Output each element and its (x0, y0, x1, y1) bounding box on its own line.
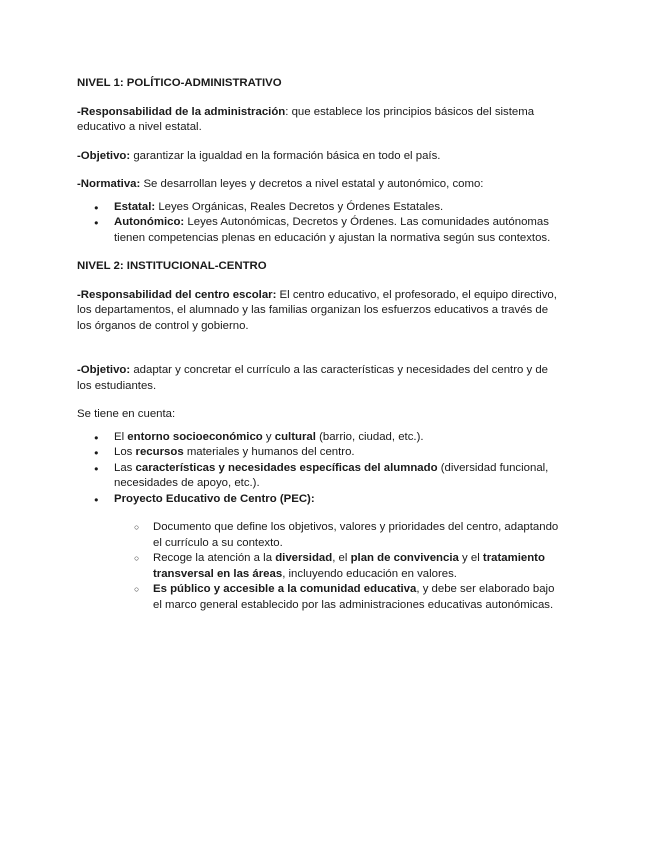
document-body (77, 76, 577, 613)
list-item-recursos: ● Los recursos materiales y humanos del centro. (77, 445, 577, 461)
list-item-caracteristicas: ● Las características y necesidades específicas del alumnado (diversidad funcional, (77, 461, 577, 477)
section-heading-nivel-2: NIVEL 2: INSTITUCIONAL-CENTRO (77, 260, 267, 272)
paragraph-responsabilidad-centro: -Responsabilidad del centro escolar: El centro educativo, el profesorado, el equipo directivo, los departamentos, el alumnado y las familias organizan los esfuerzos educativos a través de los órganos de control y gobierno. (77, 288, 557, 332)
list-item-autonomico: ● Autonómico: Leyes Autonómicas, Decretos y Órdenes. Las comunidades autónomas (77, 215, 577, 231)
paragraph-responsabilidad-administracion: -Responsabilidad de la administración: que establece los principios básicos del sistema educativo a nivel estatal. (77, 105, 535, 133)
section-heading-nivel-1: NIVEL 1: POLÍTICO-ADMINISTRATIVO (77, 77, 282, 89)
sublist-item-publico: ○ Es público y accesible a la comunidad educativa, y debe ser elaborado bajo (77, 582, 577, 598)
normativa-list: ● Estatal: Leyes Orgánicas, Reales Decretos y Órdenes Estatales. ● Autonómico: Leyes Autonómicas, Decretos y Órdenes. Las comunidades autónomas tienen competencias plenas en educación y ajustan la normativa según sus contextos. (77, 200, 577, 247)
pec-sublist: ○ Documento que define los objetivos, valores y prioridades del centro, adaptando el currículo a su contexto. ○ Recoge la atención a la diversidad, el plan de convivencia y el tratamiento transversal en las áreas, incluyendo educación en valores. ○ Es público y accesible a la comunidad educativa, y debe ser elaborado bajo el marco general establecido por las administraciones educativas autonómicas. (77, 520, 577, 613)
list-item-entorno: ● El entorno socioeconómico y cultural (barrio, ciudad, etc.). (77, 430, 577, 446)
list-item-estatal: ● Estatal: Leyes Orgánicas, Reales Decretos y Órdenes Estatales. (77, 200, 577, 216)
sublist-item-documento: ○ Documento que define los objetivos, valores y prioridades del centro, adaptando (77, 520, 577, 536)
paragraph-objetivo-nivel-2: -Objetivo: adaptar y concretar el currículo a las características y necesidades del centro y de los estudiantes. (77, 364, 549, 392)
paragraph-objetivo-nivel-1: -Objetivo: garantizar la igualdad en la formación básica en todo el país. (77, 149, 441, 162)
sublist-item-diversidad: ○ Recoge la atención a la diversidad, el plan de convivencia y el tratamiento (77, 551, 577, 567)
list-item-pec: ● Proyecto Educativo de Centro (PEC): (77, 492, 577, 508)
paragraph-normativa: -Normativa: Se desarrollan leyes y decretos a nivel estatal y autonómico, como: (77, 178, 484, 190)
centro-list: ● El entorno socioeconómico y cultural (barrio, ciudad, etc.). ● Los recursos materiales y humanos del centro. ● Las características y necesidades específicas del alumnado (diversidad funcional, necesidades de apoyo, etc.). ● Proyecto Educativo de Centro (PEC): (77, 430, 577, 508)
paragraph-se-tiene-en-cuenta: Se tiene en cuenta: (77, 408, 176, 420)
